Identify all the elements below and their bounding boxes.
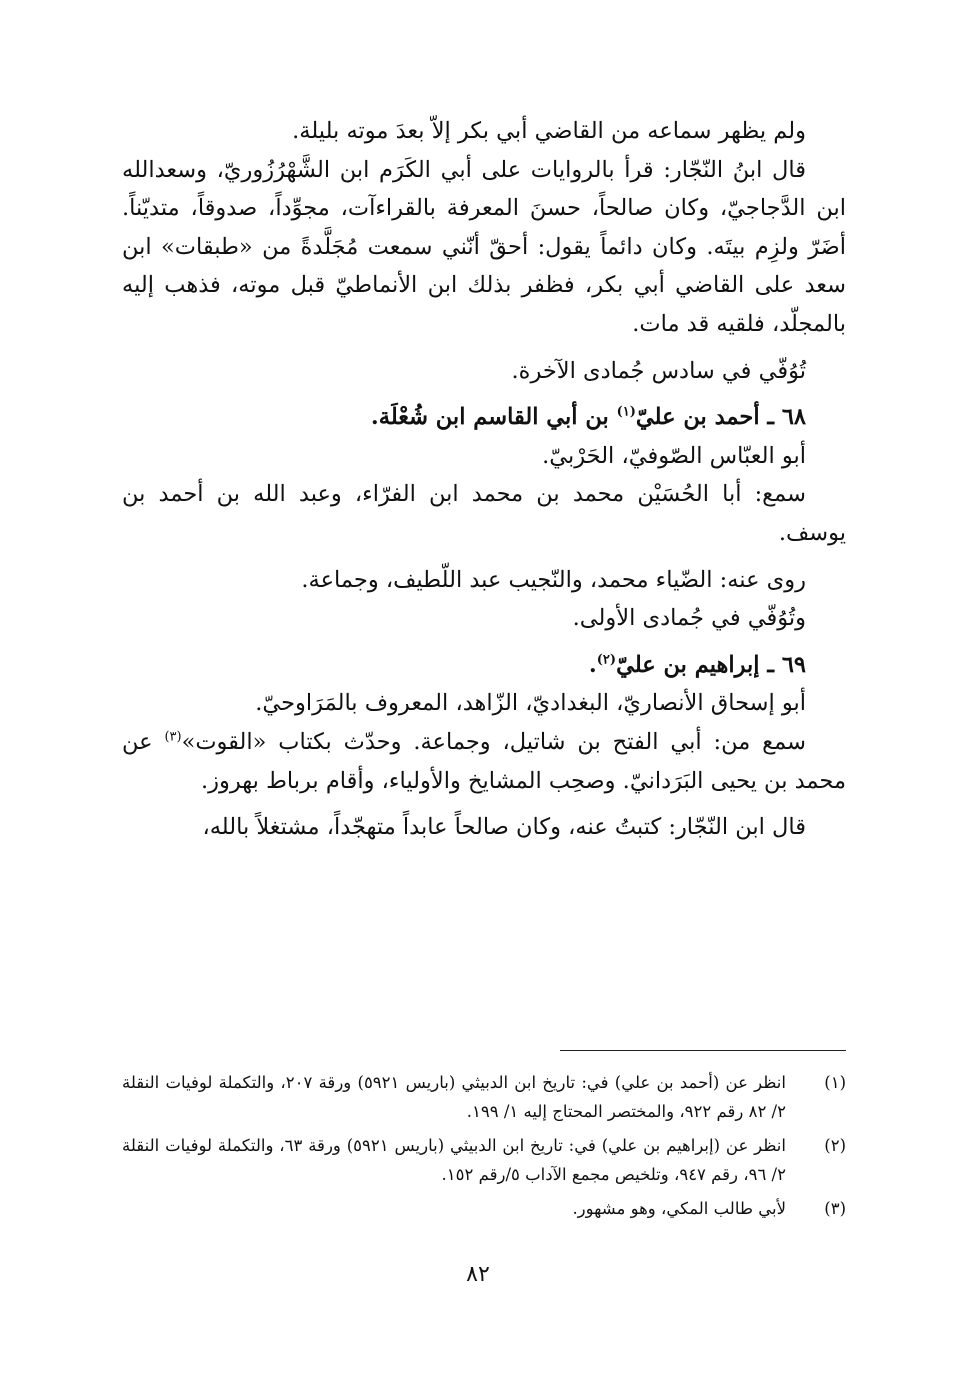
entry-69-sama [122, 723, 846, 800]
footnote-ref-1[interactable]: (١) [616, 404, 636, 420]
footnote-text: انظر عن (إبراهيم بن علي) في: تاريخ ابن الدبيثي (باريس ٥٩٢١) ورقة ٦٣، والتكملة لوفيات النقلة ٢/ ٩٦، رقم ٩٤٧، وتلخيص مجمع الآداب ٥/رقم ١٥٢. [122, 1136, 786, 1184]
spacer [122, 344, 846, 352]
entry-68-riwaya: روى عنه: الضّياء محمد، والنّجيب عبد اللّطيف، وجماعة. [301, 566, 806, 593]
footnote-text: انظر عن (أحمد بن علي) في: تاريخ ابن الدبيثي (باريس ٥٩٢١) ورقة ٢٠٧، والتكملة لوفيات النقلة ٢/ ٨٢ رقم ٩٢٢، والمختصر المحتاج إليه ١/ ١٩٩. [122, 1073, 786, 1121]
footnote-3 [122, 1194, 846, 1223]
entry-69-kunya: أبو إسحاق الأنصاريّ، البغداديّ، الزّاهد، المعروف بالمَرَاوحيّ. [255, 690, 806, 717]
footnote-1 [122, 1068, 846, 1126]
spacer [122, 390, 846, 398]
entry-68-kunya: أبو العبّاس الصّوفيّ، الحَرْبيّ. [542, 442, 806, 469]
entry-68-sama: سمع: أبا الحُسَيْن محمد بن محمد ابن الفرّاء، وعبد الله بن أحمد بن يوسف. [122, 481, 846, 546]
main-text [122, 112, 846, 847]
spacer [122, 553, 846, 561]
death-note: تُوُفّي في سادس جُمادى الآخرة. [511, 357, 806, 384]
entry-68-heading [122, 398, 846, 437]
entry-69-sama-b: عن محمد بن يحيى البَرَدانيّ. وصحِب المشايخ والأولياء، وأقام برباط بهروز. [122, 728, 846, 794]
last-line: قال ابن النّجّار: كتبتُ عنه، وكان صالحاً عابداً متهجّداً، مشتغلاً بالله، [202, 814, 806, 841]
footnote-number: (٢) [824, 1136, 846, 1155]
entry-68-name: ٦٨ ـ أحمد بن عليّ [635, 404, 806, 431]
entry-69-name: ٦٩ ـ إبراهيم بن عليّ [616, 651, 806, 678]
footnote-number: (١) [824, 1073, 846, 1092]
footnote-ref-3[interactable]: (٣) [164, 729, 182, 745]
spacer [122, 800, 846, 808]
spacer [122, 638, 846, 646]
entry-68-name-rest: بن أبي القاسم ابن شُعْلَة. [370, 404, 617, 431]
entry-69-name-rest: . [588, 651, 597, 678]
entry-69-sama-a: سمع من: أبي الفتح بن شاتيل، وجماعة. وحدّث بكتاب «القوت» [181, 728, 806, 755]
entry-69-heading [122, 646, 846, 685]
footnote-text: لأبي طالب المكي، وهو مشهور. [572, 1199, 786, 1218]
page-number: ٨٢ [466, 1262, 490, 1287]
text-line: ولم يظهر سماعه من القاضي أبي بكر إلاّ بعدَ موته بليلة. [292, 118, 806, 144]
paragraph-ibn-najjar: قال ابنُ النّجّار: قرأ بالروايات على أبي الكَرَم ابن الشَّهْرُزُوريّ، وسعدالله ابن الدَّجاجيّ، وكان صالحاً، حسنَ المعرفة بالقراءآت، مجوِّداً، صدوقاً، متديّناً. أضَرّ ولزِم بيتَه. وكان دائماً يقول: أحقّ أنّني سمعت مُجَلَّدةً من «طبقات» ابن سعد على القاضي أبي بكر، فظفر بذلك ابن الأنماطيّ قبل موته، فذهب إليه بالمجلّد، فلقيه قد مات. [122, 156, 846, 337]
footnotes [122, 1068, 846, 1228]
footnote-number: (٣) [824, 1199, 846, 1218]
footnote-divider [560, 1050, 846, 1051]
entry-68-death: وتُوُفّي في جُمادى الأولى. [572, 605, 806, 632]
footnote-ref-2[interactable]: (٢) [596, 652, 617, 668]
footnote-2 [122, 1131, 846, 1189]
